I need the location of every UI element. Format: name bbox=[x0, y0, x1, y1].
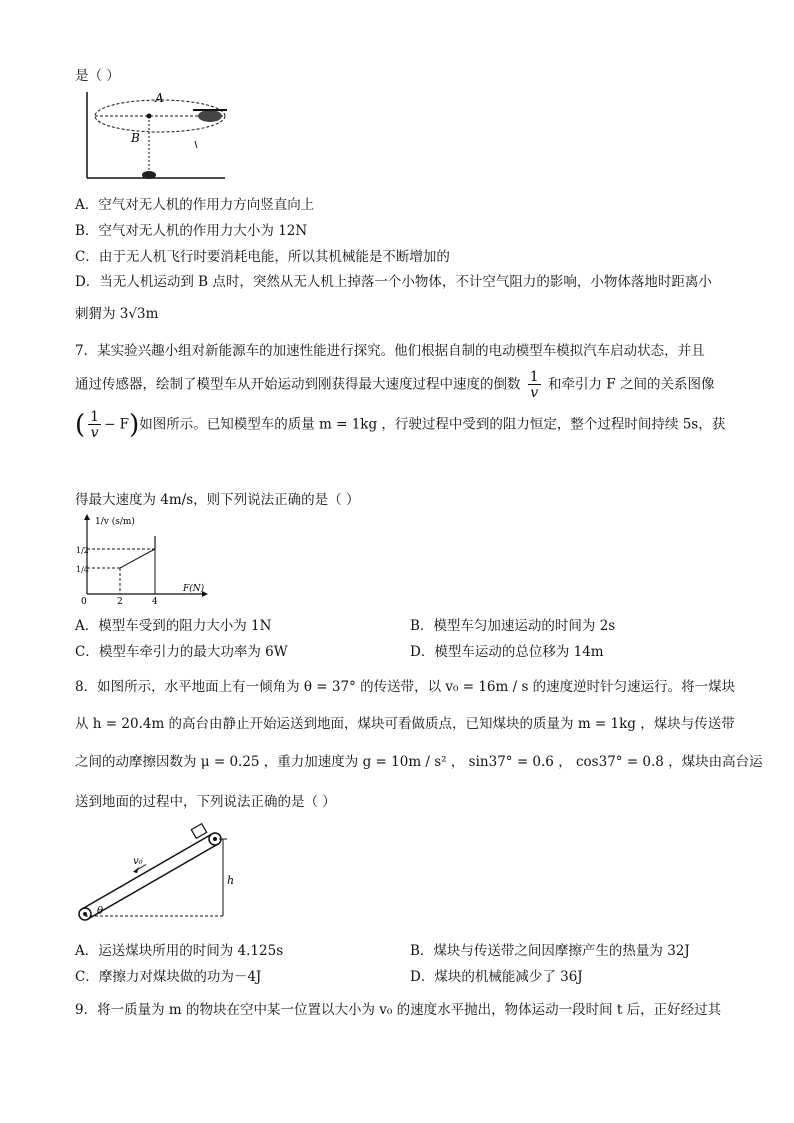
q8-option-d: D．煤块的机械能减少了 36J bbox=[410, 969, 583, 985]
q7-option-d: D．模型车运动的总位移为 14m bbox=[410, 644, 604, 660]
q7-stem-line1: 7．某实验兴趣小组对新能源车的加速性能进行探究。他们根据自制的电动模型车模拟汽车启动状态，并且 bbox=[75, 343, 705, 359]
q7-chart-ytick-quarter: 1/4 bbox=[76, 565, 89, 574]
arrow-icon bbox=[133, 867, 139, 873]
q6-label-a: A bbox=[155, 91, 164, 105]
q8-option-b: B．煤块与传送带之间因摩擦产生的热量为 32J bbox=[410, 943, 690, 959]
q8-label-v0: v₀ bbox=[133, 856, 143, 867]
q8-label-theta: θ bbox=[97, 906, 104, 917]
q6-option-d-line1: D．当无人机运动到 B 点时，突然从无人机上掉落一个小物体，不计空气阻力的影响，小物体落地时距离小 bbox=[75, 274, 712, 290]
q7-chart-xtick-2: 2 bbox=[117, 597, 123, 607]
q7-option-c: C．模型车牵引力的最大功率为 6W bbox=[75, 644, 288, 660]
q7-fraction: $\frac{1}{v}$ bbox=[529, 369, 539, 401]
q7-stem-line3: ( $\frac{1}{v}$ − F)如图所示。已知模型车的质量 m = 1kg ，行驶过程中受到的阻力恒定，整个过程时间持续 5s，获 bbox=[75, 409, 726, 441]
q8-conveyor-figure bbox=[75, 822, 245, 927]
drone-icon bbox=[193, 110, 227, 122]
q8-option-a: A．运送煤块所用的时间为 4.125s bbox=[75, 943, 284, 959]
q8-stem-line4: 送到地面的过程中，下列说法正确的是（ ） bbox=[75, 794, 336, 810]
q6-drone-figure bbox=[75, 86, 235, 186]
q7-stem-line2 bbox=[75, 370, 714, 400]
q7-stem-line3b: 如图所示。已知模型车的质量 m = 1kg ，行驶过程中受到的阻力恒定，整个过程时间持续 5s，获 bbox=[139, 416, 726, 433]
q7-stem-line4: 得最大速度为 4m/s，则下列说法正确的是（ ） bbox=[75, 492, 360, 508]
q8-label-h: h bbox=[227, 874, 235, 887]
q7-stem-line2a: 通过传感器，绘制了模型车从开始运动到刚获得最大速度过程中速度的倒数 bbox=[75, 376, 521, 393]
q7-chart-ytick-half: 1/2 bbox=[76, 546, 89, 555]
q6-label-b: B bbox=[131, 131, 140, 145]
q6-option-c: C．由于无人机飞行时要消耗电能，所以其机械能是不断增加的 bbox=[75, 249, 450, 265]
q6-option-b: B．空气对无人机的作用力大小为 12N bbox=[75, 223, 308, 239]
q7-chart-xtick-4: 4 bbox=[152, 597, 158, 607]
q7-chart bbox=[75, 512, 215, 607]
q6-stem-tail: 是（ ） bbox=[75, 68, 120, 84]
q7-option-a: A．模型车受到的阻力大小为 1N bbox=[75, 618, 272, 634]
q9-stem-line1: 9．将一质量为 m 的物块在空中某一位置以大小为 v₀ 的速度水平抛出，物体运动一段时间 t 后，正好经过其 bbox=[75, 1002, 722, 1018]
q7-chart-ylabel: 1/v (s/m) bbox=[95, 517, 135, 527]
q7-option-b: B．模型车匀加速运动的时间为 2s bbox=[410, 618, 616, 634]
q7-chart-xlabel: F(N) bbox=[183, 584, 205, 594]
q8-option-c: C．摩擦力对煤块做的功为－4J bbox=[75, 969, 262, 985]
q6-option-d-line2: 刺猬为 3√3m bbox=[75, 306, 159, 322]
q7-stem-line2b: 和牵引力 F 之间的关系图像 bbox=[548, 376, 715, 393]
q8-stem-line3: 之间的动摩擦因数为 μ = 0.25 ，重力加速度为 g = 10m / s² ， sin37° = 0.6 ， cos37° = 0.8 ，煤块由高台运 bbox=[75, 754, 763, 770]
q8-stem-line1: 8．如图所示，水平地面上有一倾角为 θ = 37° 的传送带，以 v₀ = 16m / s 的速度逆时针匀速运行。将一煤块 bbox=[75, 679, 736, 695]
q8-stem-line2: 从 h = 20.4m 的高台由静止开始运送到地面，煤块可看做质点，已知煤块的质量为 m = 1kg ，煤块与传送带 bbox=[75, 716, 735, 732]
q6-option-a: A．空气对无人机的作用力方向竖直向上 bbox=[75, 197, 315, 213]
q7-chart-xtick-0: 0 bbox=[81, 597, 87, 607]
